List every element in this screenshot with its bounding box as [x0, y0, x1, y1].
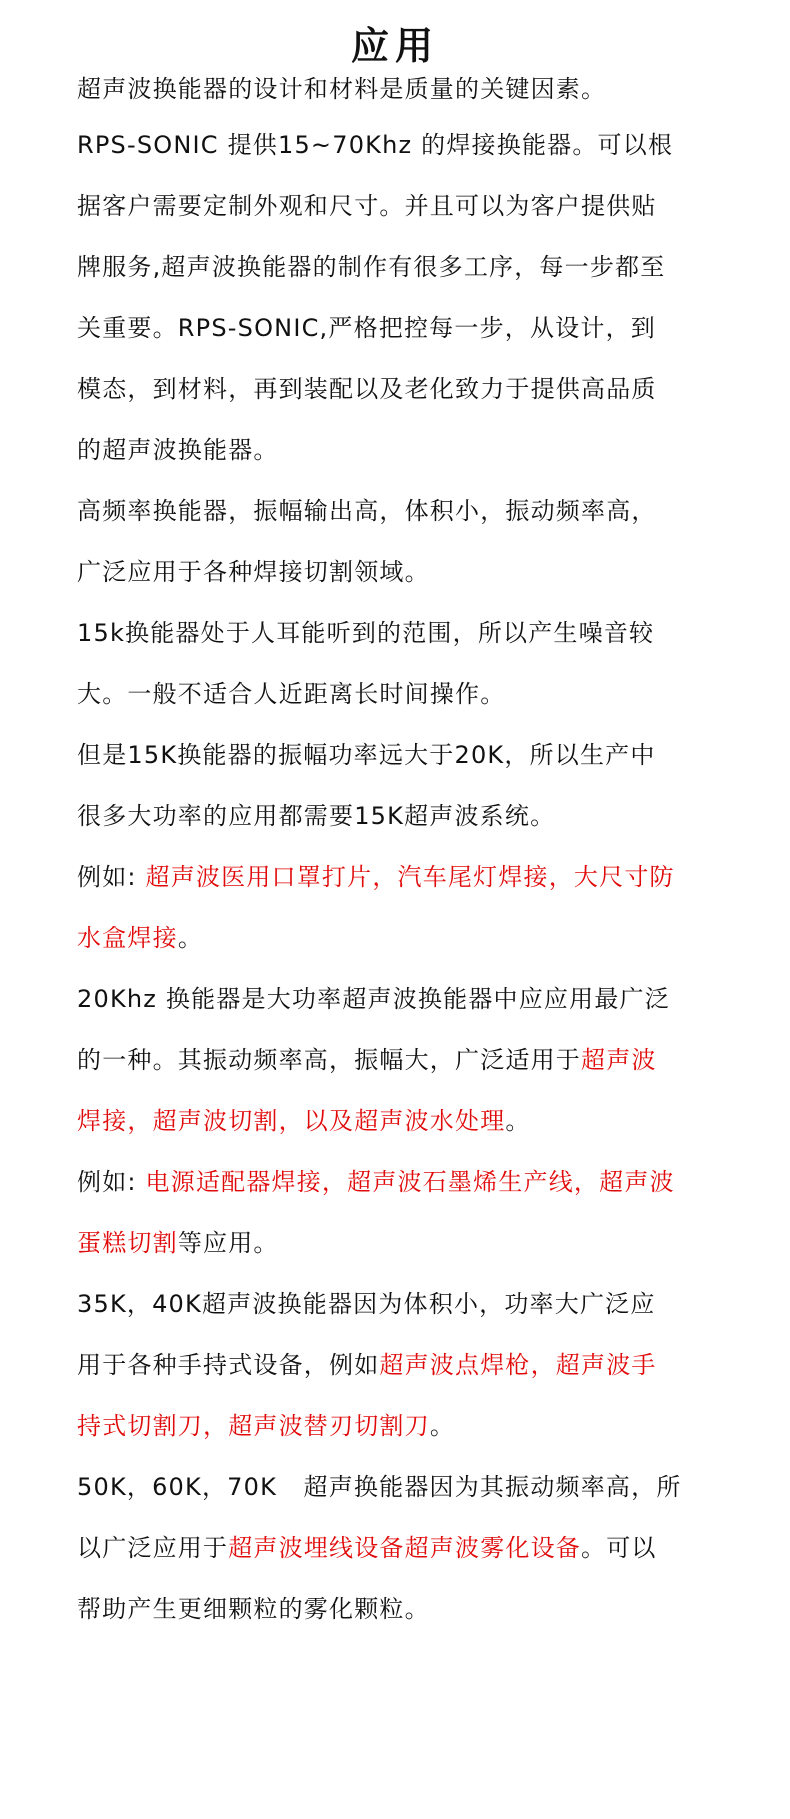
paragraph-line: 关重要。RPS-SONIC,严格把控每一步，从设计，到	[77, 314, 656, 342]
plain-text: 用于各种手持式设备，例如	[77, 1351, 380, 1379]
paragraph-line: 帮助产生更细颗粒的雾化颗粒。	[77, 1595, 430, 1623]
paragraph-line: 模态，到材料，再到装配以及老化致力于提供高品质	[77, 375, 657, 403]
example-label: 例如:	[77, 1168, 146, 1196]
paragraph-line: 广泛应用于各种焊接切割领域。	[77, 558, 430, 586]
plain-text: 。	[177, 924, 204, 952]
plain-text: 的一种。其振动频率高，振幅大，广泛适用于	[77, 1046, 581, 1074]
paragraph-line: 很多大功率的应用都需要15K超声波系统。	[77, 802, 556, 830]
paragraph-line	[77, 1165, 717, 1199]
highlight-text: 超声波点焊枪，超声波手	[379, 1351, 657, 1379]
highlight-text: 超声波医用口罩打片，汽车尾灯焊接，大尺寸防	[145, 863, 675, 891]
paragraph-line: 高频率换能器，振幅输出高，体积小，振动频率高，	[77, 497, 657, 525]
paragraph-line: 超声波换能器的设计和材料是质量的关键因素。	[77, 75, 607, 103]
paragraph-line: 的超声波换能器。	[77, 436, 279, 464]
plain-text: 以广泛应用于	[77, 1534, 229, 1562]
paragraph-line	[77, 1226, 717, 1260]
page-title: 应用	[350, 24, 439, 68]
paragraph-line	[77, 1043, 717, 1077]
highlight-text: 焊接，超声波切割，以及超声波水处理	[77, 1107, 506, 1135]
highlight-text: 持式切割刀，超声波替刃切割刀	[77, 1412, 430, 1440]
plain-text: 。	[505, 1107, 531, 1135]
highlight-text: 蛋糕切割	[77, 1229, 178, 1257]
plain-text: 。	[429, 1412, 456, 1440]
paragraph-line: 据客户需要定制外观和尺寸。并且可以为客户提供贴	[77, 192, 657, 220]
highlight-text: 超声波埋线设备超声波雾化设备	[228, 1534, 582, 1562]
paragraph-line	[77, 1409, 717, 1443]
paragraph-line: 35K，40K超声波换能器因为体积小，功率大广泛应	[77, 1290, 656, 1318]
paragraph-line: 牌服务,超声波换能器的制作有很多工序，每一步都至	[77, 253, 666, 281]
paragraph-line: 20Khz 换能器是大功率超声波换能器中应应用最广泛	[77, 985, 670, 1013]
paragraph-line: 但是15K换能器的振幅功率远大于20K，所以生产中	[77, 741, 656, 769]
paragraph-line	[77, 1531, 717, 1565]
paragraph-line	[77, 1104, 717, 1138]
plain-text: 。可以	[581, 1534, 657, 1562]
paragraph-line: RPS-SONIC 提供15~70Khz 的焊接换能器。可以根	[77, 131, 674, 159]
paragraph-line: 15k换能器处于人耳能听到的范围，所以产生噪音较	[77, 619, 655, 647]
paragraph-line: 大。一般不适合人近距离长时间操作。	[77, 680, 506, 708]
highlight-text: 水盒焊接	[77, 924, 178, 952]
example-label: 例如:	[77, 863, 146, 891]
paragraph-line: 50K，60K，70K 超声换能器因为其振动频率高，所	[77, 1473, 682, 1501]
plain-text: 等应用。	[177, 1229, 279, 1257]
paragraph-line	[77, 1348, 717, 1382]
paragraph-line	[77, 860, 717, 894]
highlight-text: 超声波	[581, 1046, 657, 1074]
paragraph-line	[77, 921, 717, 955]
highlight-text: 电源适配器焊接，超声波石墨烯生产线，超声波	[145, 1168, 675, 1196]
